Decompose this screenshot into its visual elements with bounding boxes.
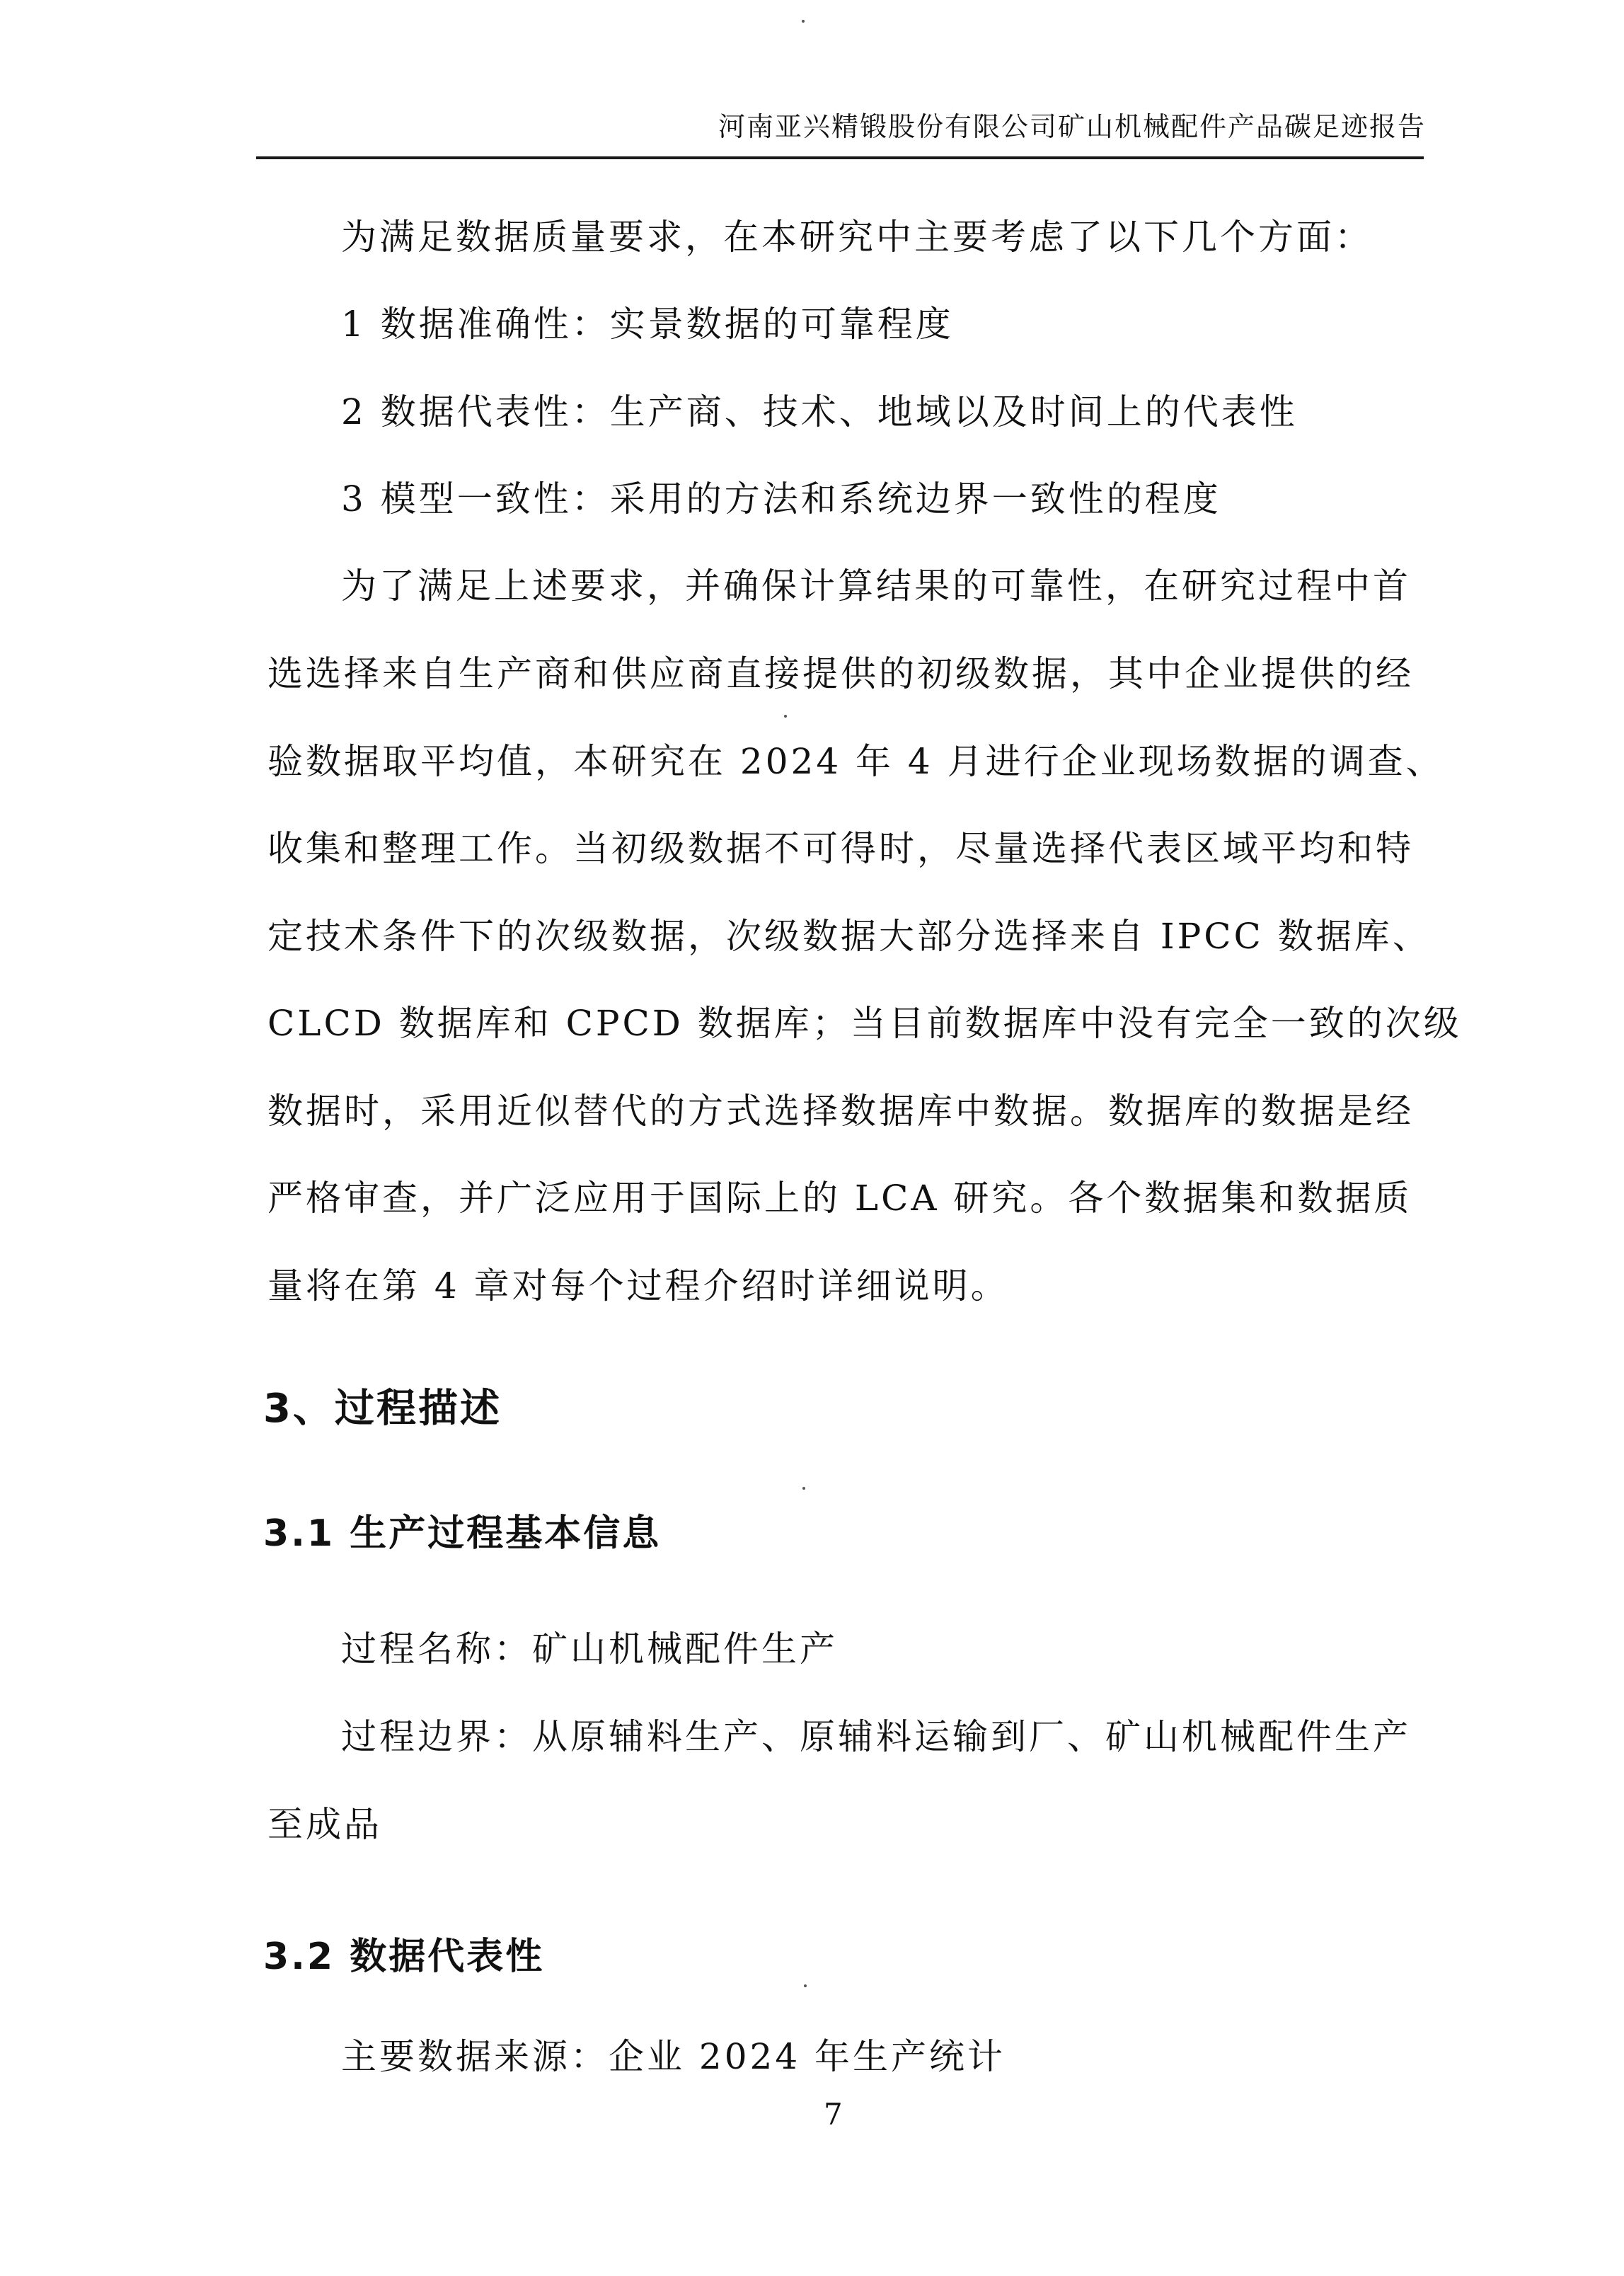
intro-paragraph: 为满足数据质量要求，在本研究中主要考虑了以下几个方面： — [341, 217, 1373, 258]
paragraph-line: 定技术条件下的次级数据，次级数据大部分选择来自 IPCC 数据库、 — [267, 916, 1431, 957]
header-divider — [256, 156, 1424, 159]
quality-item-representativeness: 2 数据代表性：生产商、技术、地域以及时间上的代表性 — [341, 391, 1298, 432]
section-3-1-heading: 3.1 生产过程基本信息 — [263, 1512, 662, 1555]
paragraph-line: CLCD 数据库和 CPCD 数据库；当目前数据库中没有完全一致的次级 — [267, 1003, 1462, 1044]
paragraph-line: 严格审查，并广泛应用于国际上的 LCA 研究。各个数据集和数据质 — [267, 1178, 1412, 1219]
paragraph-line: 选选择来自生产商和供应商直接提供的初级数据，其中企业提供的经 — [267, 653, 1414, 694]
paragraph-line: 收集和整理工作。当初级数据不可得时，尽量选择代表区域平均和特 — [267, 828, 1414, 869]
process-boundary-line2: 至成品 — [267, 1804, 382, 1845]
quality-item-consistency: 3 模型一致性：采用的方法和系统边界一致性的程度 — [341, 478, 1221, 519]
paragraph-line: 数据时，采用近似替代的方式选择数据库中数据。数据库的数据是经 — [267, 1091, 1414, 1132]
main-data-source: 主要数据来源：企业 2024 年生产统计 — [341, 2036, 1006, 2077]
scan-speck — [802, 1487, 805, 1490]
paragraph-line: 验数据取平均值，本研究在 2024 年 4 月进行企业现场数据的调查、 — [267, 741, 1444, 782]
scan-speck — [802, 20, 805, 23]
report-header-title: 河南亚兴精锻股份有限公司矿山机械配件产品碳足迹报告 — [718, 111, 1427, 142]
process-name: 过程名称：矿山机械配件生产 — [341, 1628, 838, 1669]
quality-item-accuracy: 1 数据准确性：实景数据的可靠程度 — [341, 304, 954, 345]
paragraph-line: 量将在第 4 章对每个过程介绍时详细说明。 — [267, 1265, 1009, 1306]
scan-speck — [784, 715, 787, 718]
section-3-2-heading: 3.2 数据代表性 — [263, 1936, 545, 1978]
paragraph-line: 为了满足上述要求，并确保计算结果的可靠性，在研究过程中首 — [341, 565, 1411, 607]
scan-speck — [804, 1984, 807, 1987]
process-boundary-line1: 过程边界：从原辅料生产、原辅料运输到厂、矿山机械配件生产 — [341, 1716, 1411, 1757]
page-number: 7 — [824, 2097, 843, 2132]
section-3-heading: 3、过程描述 — [263, 1386, 502, 1432]
